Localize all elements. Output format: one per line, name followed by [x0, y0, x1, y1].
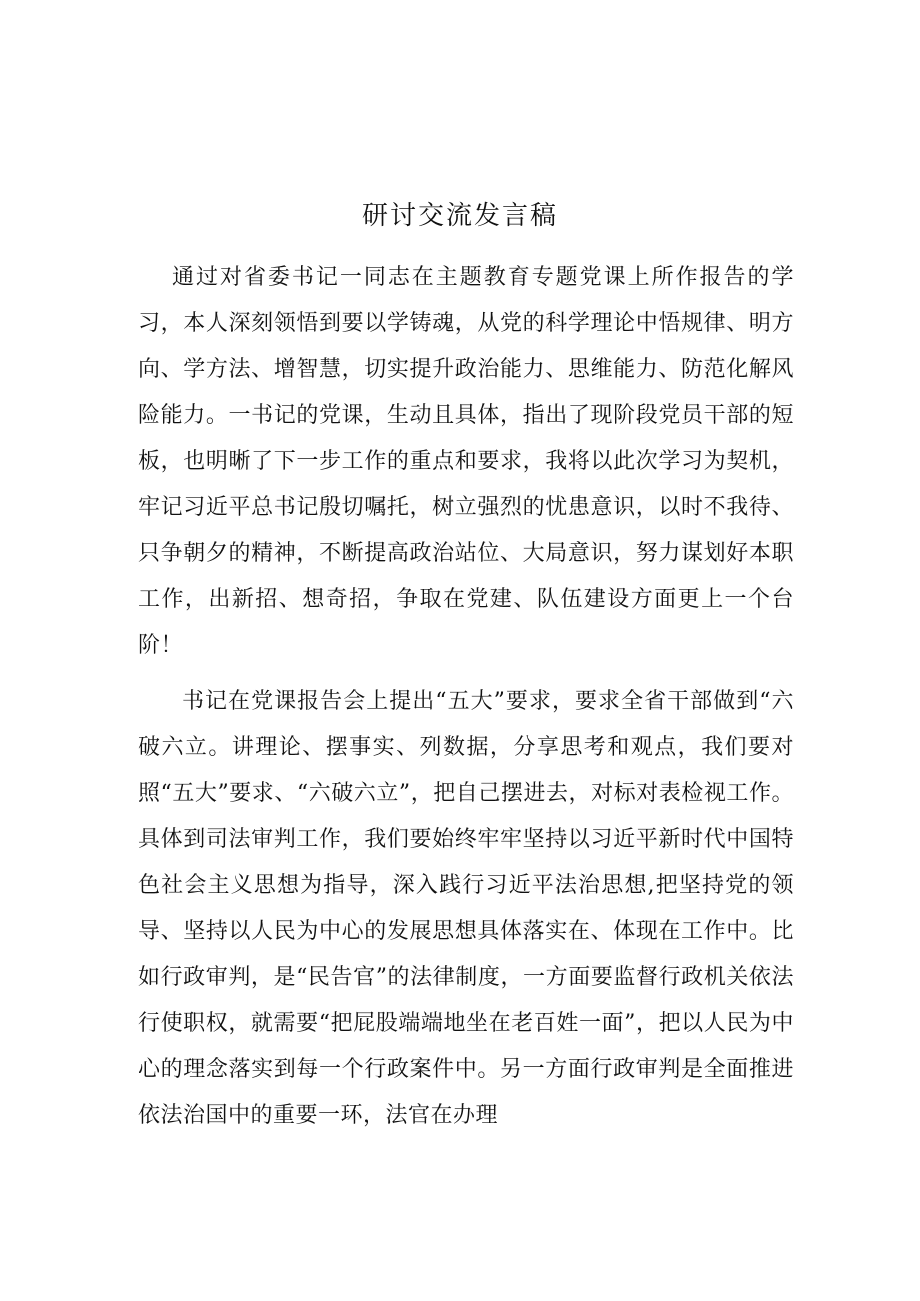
paragraph-2: 书记在党课报告会上提出“五大”要求，要求全省干部做到“六破六立。讲理论、摆事实、列数据，分享思考和观点，我们要对照“五大”要求、“六破六立”，把自己摆进去，对标对表检视工作。具体到司法审判工作，我们要始终牢牢坚持以习近平新时代中国特色社会主义思想为指导，深入践行习近平法治思想,把坚持党的领导、坚持以人民为中心的发展思想具体落实在、体现在工作中。比如行政审判，是“民告官”的法律制度，一方面要监督行政机关依法行使职权，就需要“把屁股端端地坐在老百姓一面”，把以人民为中心的理念落实到每一个行政案件中。另一方面行政审判是全面推进依法治国中的重要一环，法官在办理 — [138, 689, 794, 1128]
document-body — [138, 255, 794, 1139]
paragraph-1: 通过对省委书记一同志在主题教育专题党课上所作报告的学习，本人深刻领悟到要以学铸魂，从党的科学理论中悟规律、明方向、学方法、增智慧，切实提升政治能力、思维能力、防范化解风险能力。一书记的党课，生动且具体，指出了现阶段党员干部的短板，也明晰了下一步工作的重点和要求，我将以此次学习为契机，牢记习近平总书记殷切嘱托，树立强烈的忧患意识，以时不我待、只争朝夕的精神，不断提高政治站位、大局意识，努力谋划好本职工作，出新招、想奇招，争取在党建、队伍建设方面更上一个台阶！ — [138, 265, 794, 658]
document-title: 研讨交流发言稿 — [361, 201, 558, 231]
